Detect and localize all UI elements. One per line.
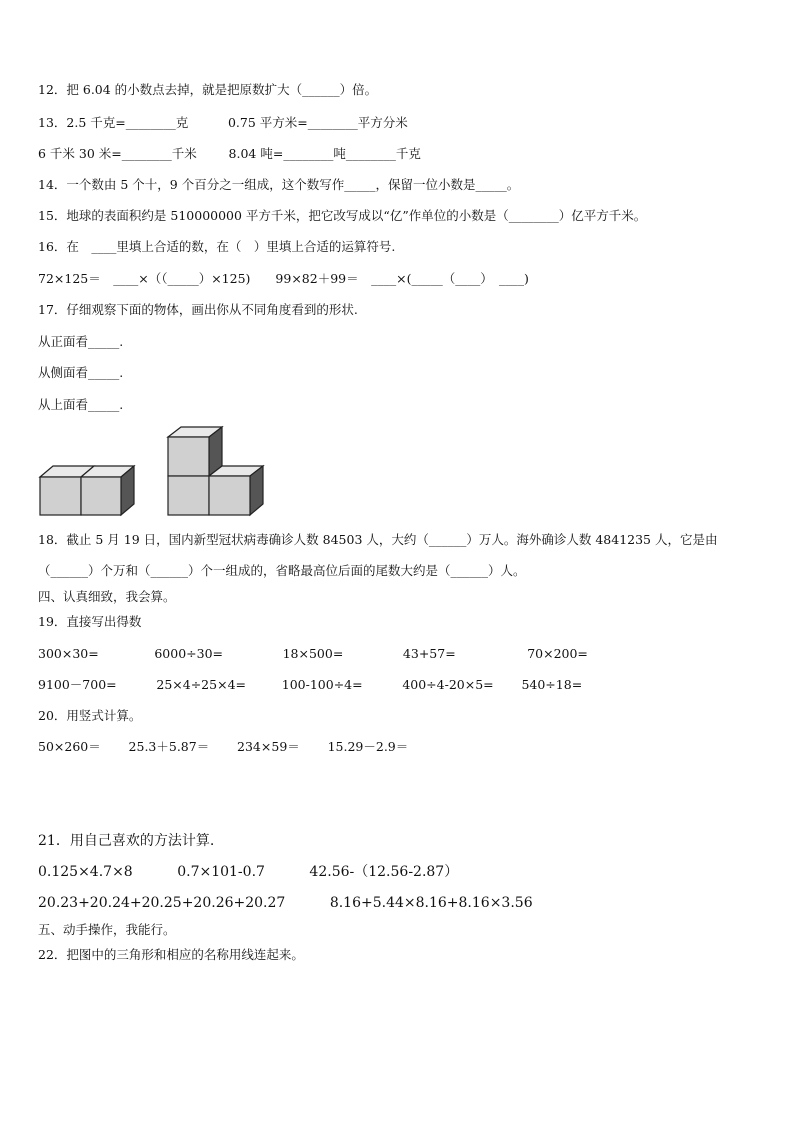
cube-face bbox=[209, 476, 250, 515]
cube-figures bbox=[0, 0, 794, 530]
cube-face bbox=[168, 476, 209, 515]
line-q17a: 从正面看_____. bbox=[38, 334, 124, 349]
line-q16: 16．在 ____里填上合适的数，在（ ）里填上合适的运算符号. bbox=[38, 239, 396, 254]
line-q15: 15．地球的表面积约是 510000000 平方千米，把它改写成以“亿”作单位的小数是（________）亿平方千米。 bbox=[38, 208, 647, 223]
line-sec4: 四、认真细致，我会算。 bbox=[38, 589, 176, 604]
line-q21: 21．用自己喜欢的方法计算. bbox=[38, 833, 215, 849]
line-q18a: 18．截止 5 月 19 日，国内新型冠状病毒确诊人数 84503 人，大约（______）万人。海外确诊人数 4841235 人，它是由 bbox=[38, 532, 718, 547]
line-q13a: 13．2.5 千克=________克 0.75 平方米=________平方分米 bbox=[38, 115, 408, 130]
line-q21b: 20.23+20.24+20.25+20.26+20.27 8.16+5.44×8.16+8.16×3.56 bbox=[38, 895, 533, 911]
cube-face bbox=[168, 437, 209, 476]
line-q17b: 从侧面看_____. bbox=[38, 365, 124, 380]
line-sec5: 五、动手操作，我能行。 bbox=[38, 922, 176, 937]
line-q19b: 9100－700= 25×4÷25×4= 100-100÷4= 400÷4-20×5= 540÷18= bbox=[38, 677, 583, 692]
cube-face bbox=[81, 477, 121, 515]
line-q12: 12．把 6.04 的小数点去掉，就是把原数扩大（______）倍。 bbox=[38, 82, 378, 97]
line-q21a: 0.125×4.7×8 0.7×101-0.7 42.56-（12.56-2.87） bbox=[38, 864, 459, 880]
cube-face bbox=[40, 477, 81, 515]
line-q20: 20．用竖式计算。 bbox=[38, 708, 142, 723]
line-q19: 19．直接写出得数 bbox=[38, 614, 142, 629]
line-q19a: 300×30= 6000÷30= 18×500= 43+57= 70×200= bbox=[38, 646, 588, 661]
line-q14: 14．一个数由 5 个十，9 个百分之一组成，这个数写作_____，保留一位小数是_____。 bbox=[38, 177, 520, 192]
line-q22: 22．把图中的三角形和相应的名称用线连起来。 bbox=[38, 947, 304, 962]
line-q16b: 72×125＝ ____×（（_____）×125) 99×82＋99＝ ____×(_____（____） ____) bbox=[38, 271, 529, 286]
line-q17c: 从上面看_____. bbox=[38, 397, 124, 412]
line-q18b: （______）个万和（______）个一组成的，省略最高位后面的尾数大约是（______）人。 bbox=[38, 563, 526, 578]
cube-group-right bbox=[168, 427, 263, 515]
line-q13b: 6 千米 30 米=________千米 8.04 吨=________吨________千克 bbox=[38, 146, 421, 161]
line-q17: 17．仔细观察下面的物体，画出你从不同角度看到的形状. bbox=[38, 302, 358, 317]
line-q20a: 50×260＝ 25.3＋5.87＝ 234×59＝ 15.29－2.9＝ bbox=[38, 739, 409, 754]
cube-row-left bbox=[40, 466, 134, 515]
